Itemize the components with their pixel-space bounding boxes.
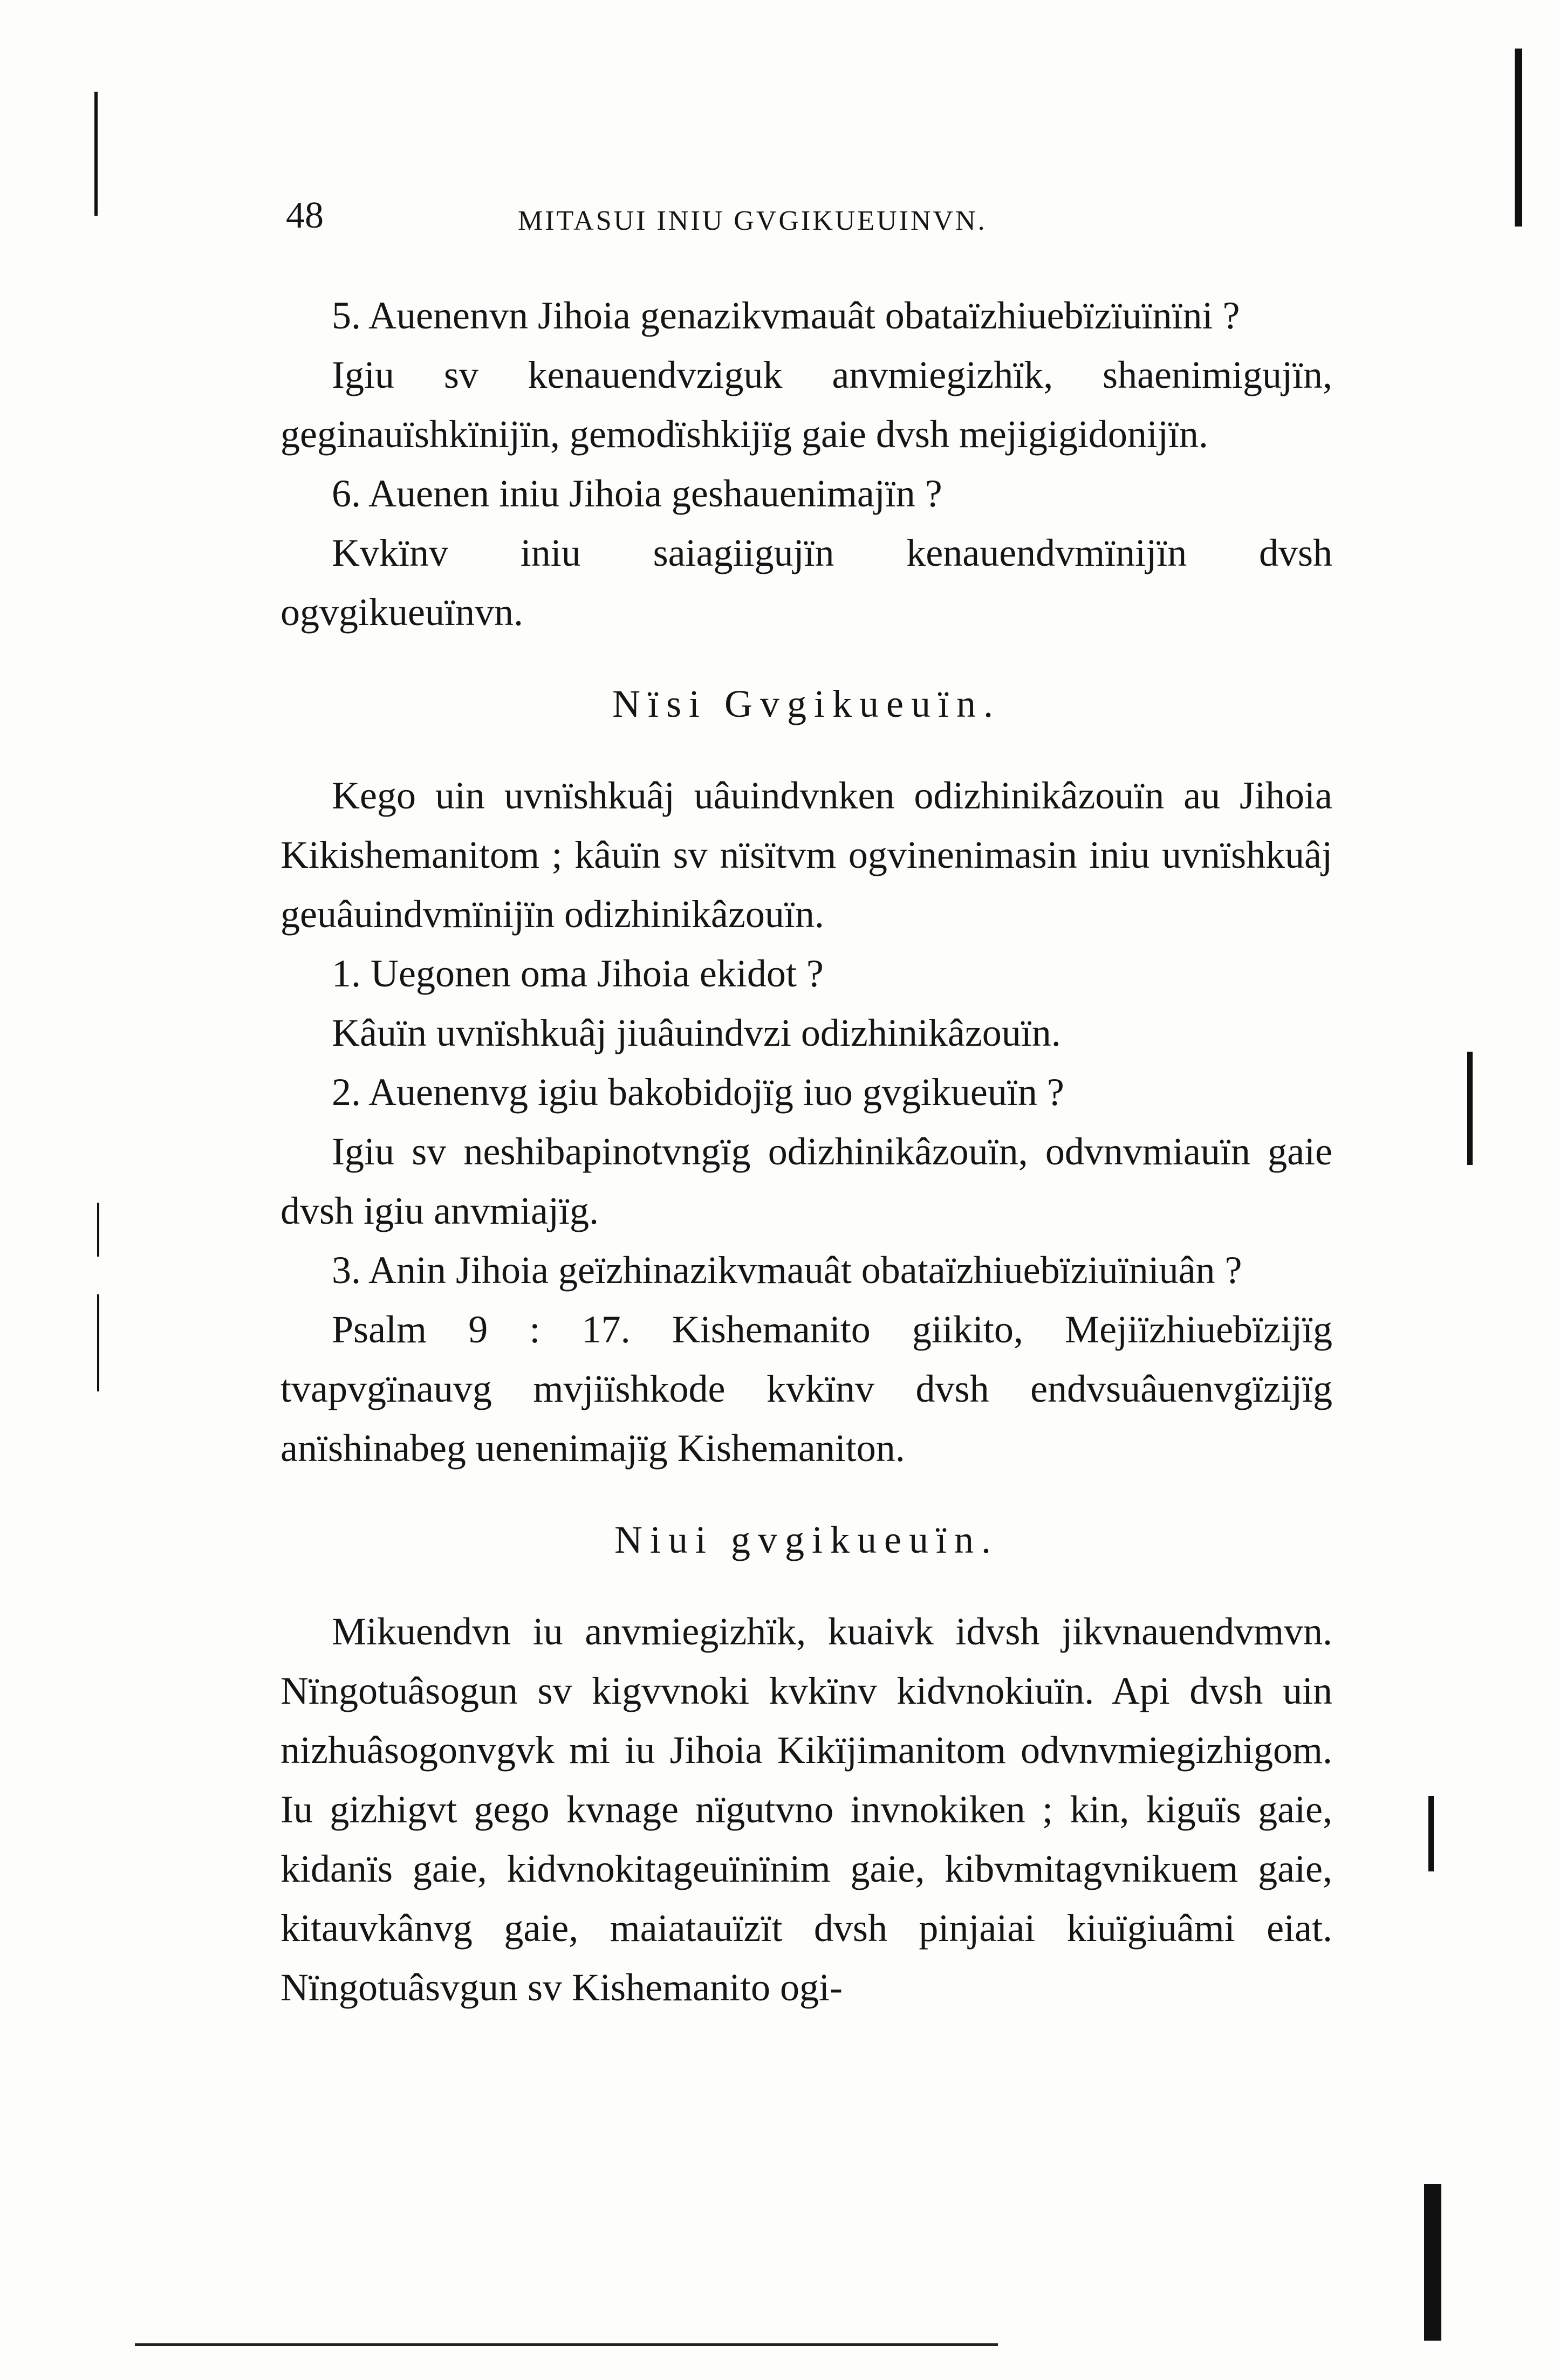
scan-edge-mark-mid-right bbox=[1467, 1052, 1473, 1165]
answer-3-psalm: Psalm 9 : 17. Kishemanito giikito, Mejiïzhiuebïzijïg tvapvgïnauvg mvjiïshkode kvkïnv dvsh endvsuâuenvgïzijïg anïshinabeg uenenimajïg Kishemaniton. bbox=[280, 1308, 1332, 1470]
answer-1: Kâuïn uvnïshkuâj jiuâuindvzi odizhinikâzouïn. bbox=[332, 1011, 1061, 1054]
body-text bbox=[280, 286, 1332, 2017]
question-5: 5. Auenenvn Jihoia genazikvmauât obataïzhiuebïzïuïnïni ? bbox=[332, 294, 1240, 337]
scan-edge-mark-top-left bbox=[94, 92, 98, 216]
scan-edge-mark-top-right bbox=[1515, 49, 1522, 227]
page-header bbox=[286, 194, 1343, 243]
page-number: 48 bbox=[286, 195, 324, 236]
question-6: 6. Auenen iniu Jihoia geshauenimajïn ? bbox=[332, 472, 942, 515]
answer-6: Kvkïnv iniu saiagiigujïn kenauendvmïnijïn dvsh ogvgikueuïnvn. bbox=[280, 531, 1332, 634]
answer-5: Igiu sv kenauendvziguk anvmiegizhïk, shaenimigujïn, geginauïshkïnijïn, gemodïshkijïg gaie dvsh mejigigidonijïn. bbox=[280, 353, 1332, 456]
question-1: 1. Uegonen oma Jihoia ekidot ? bbox=[332, 952, 824, 995]
question-3: 3. Anin Jihoia geïzhinazikvmauât obataïzhiuebïziuïniuân ? bbox=[332, 1249, 1242, 1292]
question-2: 2. Auenenvg igiu bakobidojïg iuo gvgikueuïn ? bbox=[332, 1071, 1064, 1114]
scan-edge-mark-left-middle bbox=[97, 1203, 99, 1257]
section-heading-nisi: Nïsi Gvgikueuïn. bbox=[612, 682, 1001, 725]
commandment-3-text: Kego uin uvnïshkuâj uâuindvnken odizhinikâzouïn au Jihoia Kikishemanitom ; kâuïn sv nïsïtvm ogvinenimasin iniu uvnïshkuâj geuâuindvmïnijïn odizhinikâzouïn. bbox=[280, 774, 1332, 936]
bottom-rule bbox=[135, 2343, 998, 2346]
scan-edge-mark-lower-right bbox=[1428, 1796, 1434, 1871]
commandment-4-text: Mikuendvn iu anvmiegizhïk, kuaivk idvsh jikvnauendvmvn. Nïngotuâsogun sv kigvvnoki kvkïnv kidvnokiuïn. Api dvsh uin nizhuâsogonvgvk mi iu Jihoia Kikïjimanitom odvnvmiegizhigom. Iu gizhigvt gego kvnage nïgutvno invnokiken ; kin, kiguïs gaie, kidanïs gaie, kidvnokitageuïnïnim gaie, kibvmitagvnikuem gaie, kitauvkânvg gaie, maiatauïzït dvsh pinjaiai kiuïgiuâmi eiat. Nïngotuâsvgun sv Kishemanito ogi- bbox=[280, 1610, 1332, 2009]
answer-2: Igiu sv neshibapinotvngïg odizhinikâzouïn, odvnvmiauïn gaie dvsh igiu anvmiajïg. bbox=[280, 1130, 1332, 1232]
section-heading-niui: Niui gvgikueuïn. bbox=[614, 1518, 998, 1561]
scan-edge-mark-bottom-right bbox=[1424, 2184, 1441, 2341]
scan-edge-mark-left-lower bbox=[97, 1294, 99, 1391]
running-title: MITASUI INIU GVGIKUEUINVN. bbox=[518, 205, 987, 236]
